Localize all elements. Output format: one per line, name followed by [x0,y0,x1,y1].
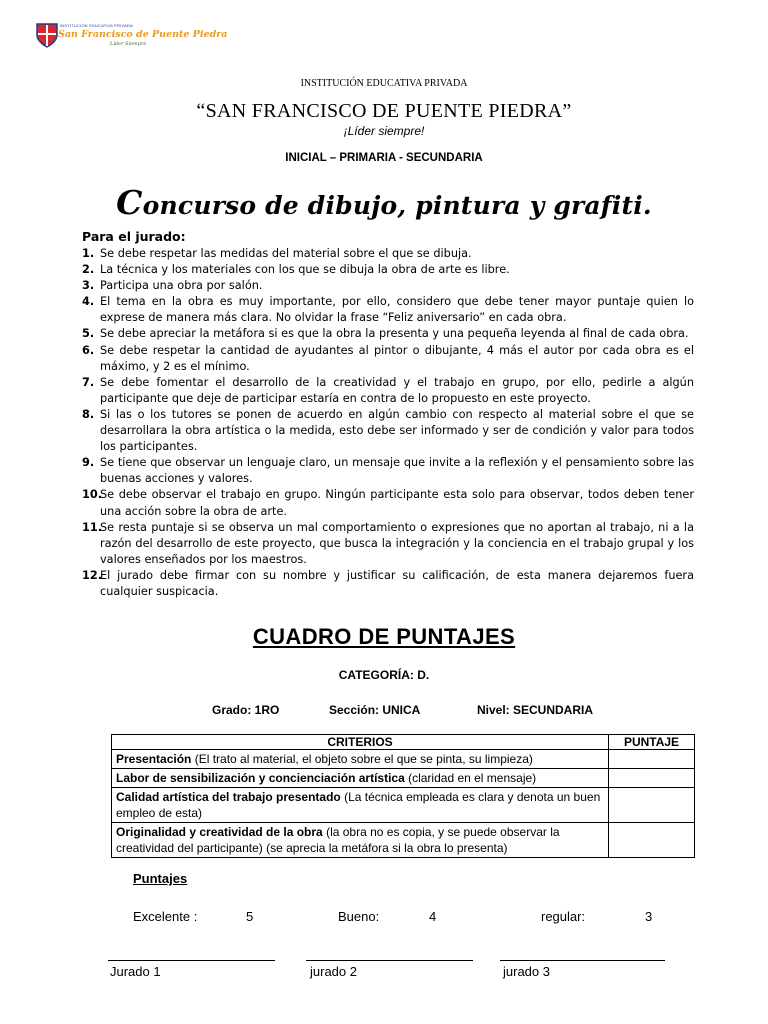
excellent-label: Excelente : [133,909,198,924]
rating-scale-title: Puntajes [133,871,188,886]
score-cell[interactable] [609,750,695,769]
rule-text: Se debe fomentar el desarrollo de la creatividad y el trabajo en grupo, por ello, pedirle a algún participante que deje de participar estaría en contra de lo propuesto en este proyecto. [100,375,694,405]
rule-number: 10. [82,488,103,502]
criteria-title: Labor de sensibilización y concienciación artística [116,771,405,785]
criteria-table [111,734,695,858]
rule-number: 4. [82,295,95,309]
rule-number: 8. [82,407,95,421]
rule-text: Si las o los tutores se ponen de acuerdo en algún cambio con respecto al material sobre el que se desarrollara la obra artística o la medida, esto debe ser informado y ser de condición y valor para todos los participantes. [100,407,694,454]
signature-line [306,960,473,961]
regular-label: regular: [541,909,586,924]
score-cell[interactable] [609,788,695,823]
rule-number: 9. [82,456,95,470]
rule-item [82,568,694,600]
school-name: “SAN FRANCISCO DE PUENTE PIEDRA” [196,100,572,122]
rule-text: Se resta puntaje si se observa un mal comportamiento o expresiones que no aportan al trabajo, ni a la razón del desarrollo de este proyecto, que busca la integración y la conciencia en el trabajo grupal y los valores enseñados por los maestros. [100,520,694,566]
score-cell[interactable] [609,823,695,858]
table-row [112,769,695,788]
section-label: Sección: UNICA [329,703,421,717]
rule-item [82,375,694,407]
rule-number: 12. [82,568,103,582]
level-label: Nivel: SECUNDARIA [477,703,594,717]
table-row [112,823,695,858]
table-header-row [112,735,695,750]
criteria-description: (la obra no es copia, y se puede observar la creatividad del participante) (se aprecia la metáfora si la obra lo presenta) [116,825,560,855]
rule-item [82,294,694,326]
contest-title-rest: oncurso de dibujo, pintura y grafiti. [142,191,652,220]
rule-number: 6. [82,343,95,357]
category-label: CATEGORÍA: D. [338,668,430,682]
good-value: 4 [429,909,437,924]
criteria-description: (La técnica empleada es clara y denota un buen empleo de esta) [116,790,601,820]
rule-item [82,520,694,568]
score-cell[interactable] [609,769,695,788]
table-row [112,750,695,769]
regular-value: 3 [645,909,653,924]
criteria-title: Calidad artística del trabajo presentado [116,790,341,804]
rule-text: Se tiene que observar un lenguaje claro, un mensaje que invite a la reflexión y el pensamiento sobre las buenas acciones y valores. [100,456,694,486]
jury-heading: Para el jurado: [82,229,186,244]
rule-text: Se debe observar el trabajo en grupo. Ningún participante esta solo para observar, todos deben tener una acción sobre la obra de arte. [100,488,694,518]
jury-rules-list [82,246,694,600]
rule-text: El tema en la obra es muy importante, por ello, considero que debe tener mayor puntaje quien lo exprese de manera más clara. No olvidar la frase “Feliz aniversario” en cada obra. [100,295,694,325]
criteria-title: Presentación [116,752,192,766]
table-row [112,788,695,823]
jury-3-label: jurado 3 [503,964,550,979]
good-label: Bueno: [338,909,380,924]
score-column-header: PUNTAJE [609,735,695,750]
rule-text: Se debe apreciar la metáfora si es que la obra la presenta y una pequeña leyenda al final de cada obra. [100,327,689,341]
contest-title-initial: C [116,183,143,222]
school-motto: ¡Líder siempre! [343,124,425,138]
rule-text: Participa una obra por salón. [100,279,263,293]
education-levels: INICIAL – PRIMARIA - SECUNDARIA [285,152,483,164]
criteria-column-header: CRITERIOS [112,735,609,750]
rule-item [82,455,694,487]
rule-number: 3. [82,279,95,293]
signature-labels [0,964,768,982]
criteria-description: (El trato al material, el objeto sobre el que se pinta, su limpieza) [191,752,533,766]
logo-motto: Líder Siempre [110,41,147,47]
rule-item [82,326,694,342]
criteria-cell [112,750,609,769]
jury-1-label: Jurado 1 [110,964,161,979]
criteria-description: (claridad en el mensaje) [404,771,537,785]
rule-text: La técnica y los materiales con los que se dibuja la obra de arte es libre. [100,263,510,277]
rule-number: 1. [82,247,95,260]
rule-item [82,343,694,375]
rule-item [82,278,694,294]
rule-number: 2. [82,263,95,277]
rule-item [82,262,694,278]
jury-2-label: jurado 2 [310,964,357,979]
rule-text: Se debe respetar la cantidad de ayudantes al pintor o dibujante, 4 más el autor por cada obra es el máximo, y 2 es el mínimo. [100,343,694,373]
criteria-cell [112,769,609,788]
school-logo [36,20,228,54]
logo-top-text: INSTITUCIÓN EDUCATIVA PRIVADA [60,23,133,28]
rule-item [82,487,694,519]
contest-title [0,183,768,222]
excellent-value: 5 [246,909,254,924]
scores-title: CUADRO DE PUNTAJES [252,624,516,649]
grade-label: Grado: 1RO [212,703,280,717]
institution-type: INSTITUCIÓN EDUCATIVA PRIVADA [300,78,468,89]
criteria-title: Originalidad y creatividad de la obra [116,825,323,839]
signature-line [108,960,275,961]
rule-item [82,246,694,262]
signature-line [500,960,665,961]
shield-icon [36,22,58,48]
criteria-cell [112,823,609,858]
rule-number: 5. [82,327,95,341]
grade-section-level-row [0,703,768,719]
rule-number: 7. [82,375,95,389]
logo-name: San Francisco de Puente Piedra [58,29,228,40]
rule-item [82,407,694,455]
rating-scale-row [0,909,768,927]
rule-number: 11. [82,520,103,534]
criteria-cell [112,788,609,823]
rule-text: Se debe respetar las medidas del material sobre el que se dibuja. [100,247,472,260]
rule-text: El jurado debe firmar con su nombre y justificar su calificación, de esta manera dejaremos fuera cualquier suspicacia. [100,568,694,598]
